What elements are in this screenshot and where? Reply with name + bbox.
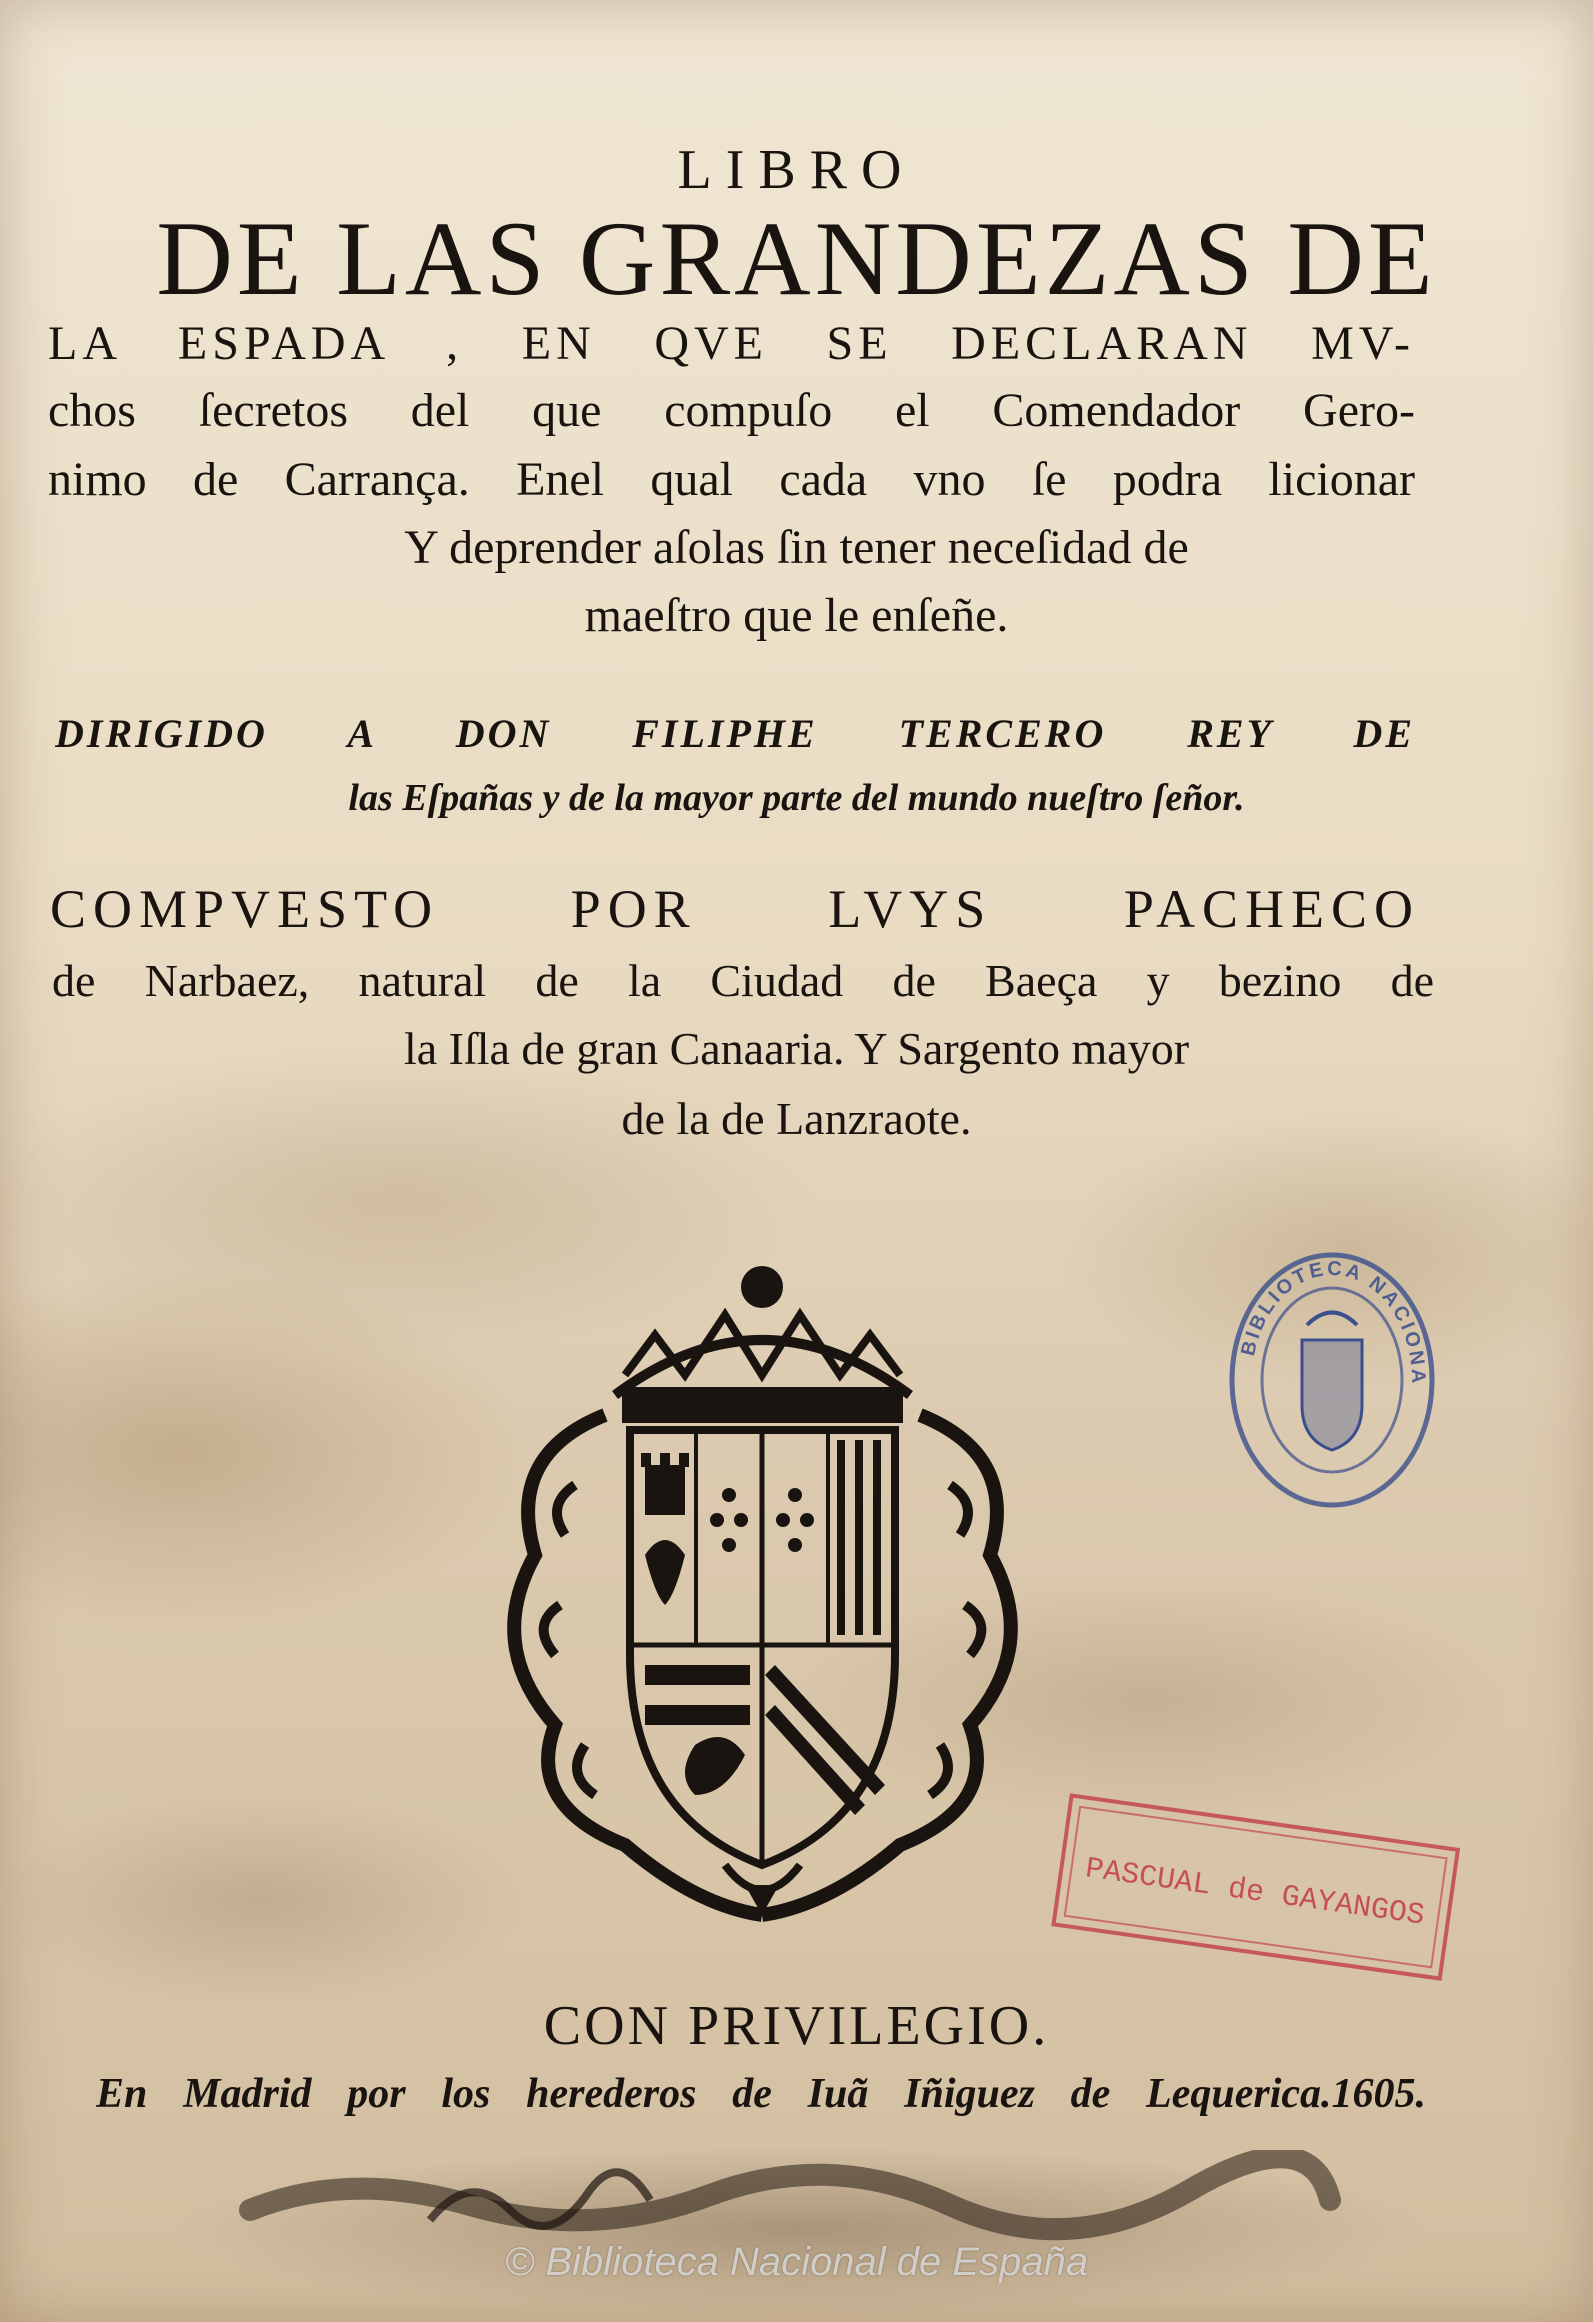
subtitle-line-5: maeſtro que le enſeñe.	[584, 589, 1009, 642]
dedication-line-2: las Eſpañas y de la mayor parte del mundo nueſtro ſeñor.	[348, 777, 1245, 819]
composer-line-4: de la de Lanzraote.	[621, 1093, 972, 1144]
library-seal-icon	[1222, 1245, 1442, 1515]
ink-smudge	[230, 2150, 1350, 2250]
composer-line-2: de Narbaez, natural de la Ciudad de Baeça y bezino de	[52, 955, 1434, 1006]
subtitle-line-3: nimo de Carrança. Enel qual cada vno ſe podra licionar	[48, 453, 1415, 506]
gayangos-stamp-text: PASCUAL de GAYANGOS	[1083, 1852, 1427, 1934]
ownership-stamp-icon	[1040, 1782, 1470, 2002]
subtitle-line-4: Y deprender aſolas ſin tener neceſidad de	[404, 521, 1189, 574]
copyright-watermark: © Biblioteca Nacional de España	[504, 2240, 1089, 2284]
privilege-line: CON PRIVILEGIO.	[543, 1995, 1050, 2057]
royal-coat-of-arms-icon	[465, 1225, 1060, 1925]
subtitle-line-2: chos ſecretos del que compuſo el Comendador Gero-	[48, 384, 1415, 437]
composer-line-1: COMPVESTO POR LVYS PACHECO	[50, 879, 1420, 939]
composer-line-3: la Iſla de gran Canaaria. Y Sargento mayor	[403, 1023, 1190, 1074]
imprint-line: En Madrid por los herederos de Iuã Iñiguez de Lequerica.1605.	[96, 2071, 1426, 2117]
dedication-line-1: DIRIGIDO A DON FILIPHE TERCERO REY DE	[55, 711, 1415, 756]
libro-heading: LIBRO	[677, 139, 916, 201]
main-title: DE LAS GRANDEZAS DE	[156, 200, 1437, 317]
library-seal-text: BIBLIOTECA NACIONA	[1237, 1257, 1430, 1387]
subtitle-line-1: LA ESPADA , EN QVE SE DECLARAN MV-	[48, 317, 1415, 370]
